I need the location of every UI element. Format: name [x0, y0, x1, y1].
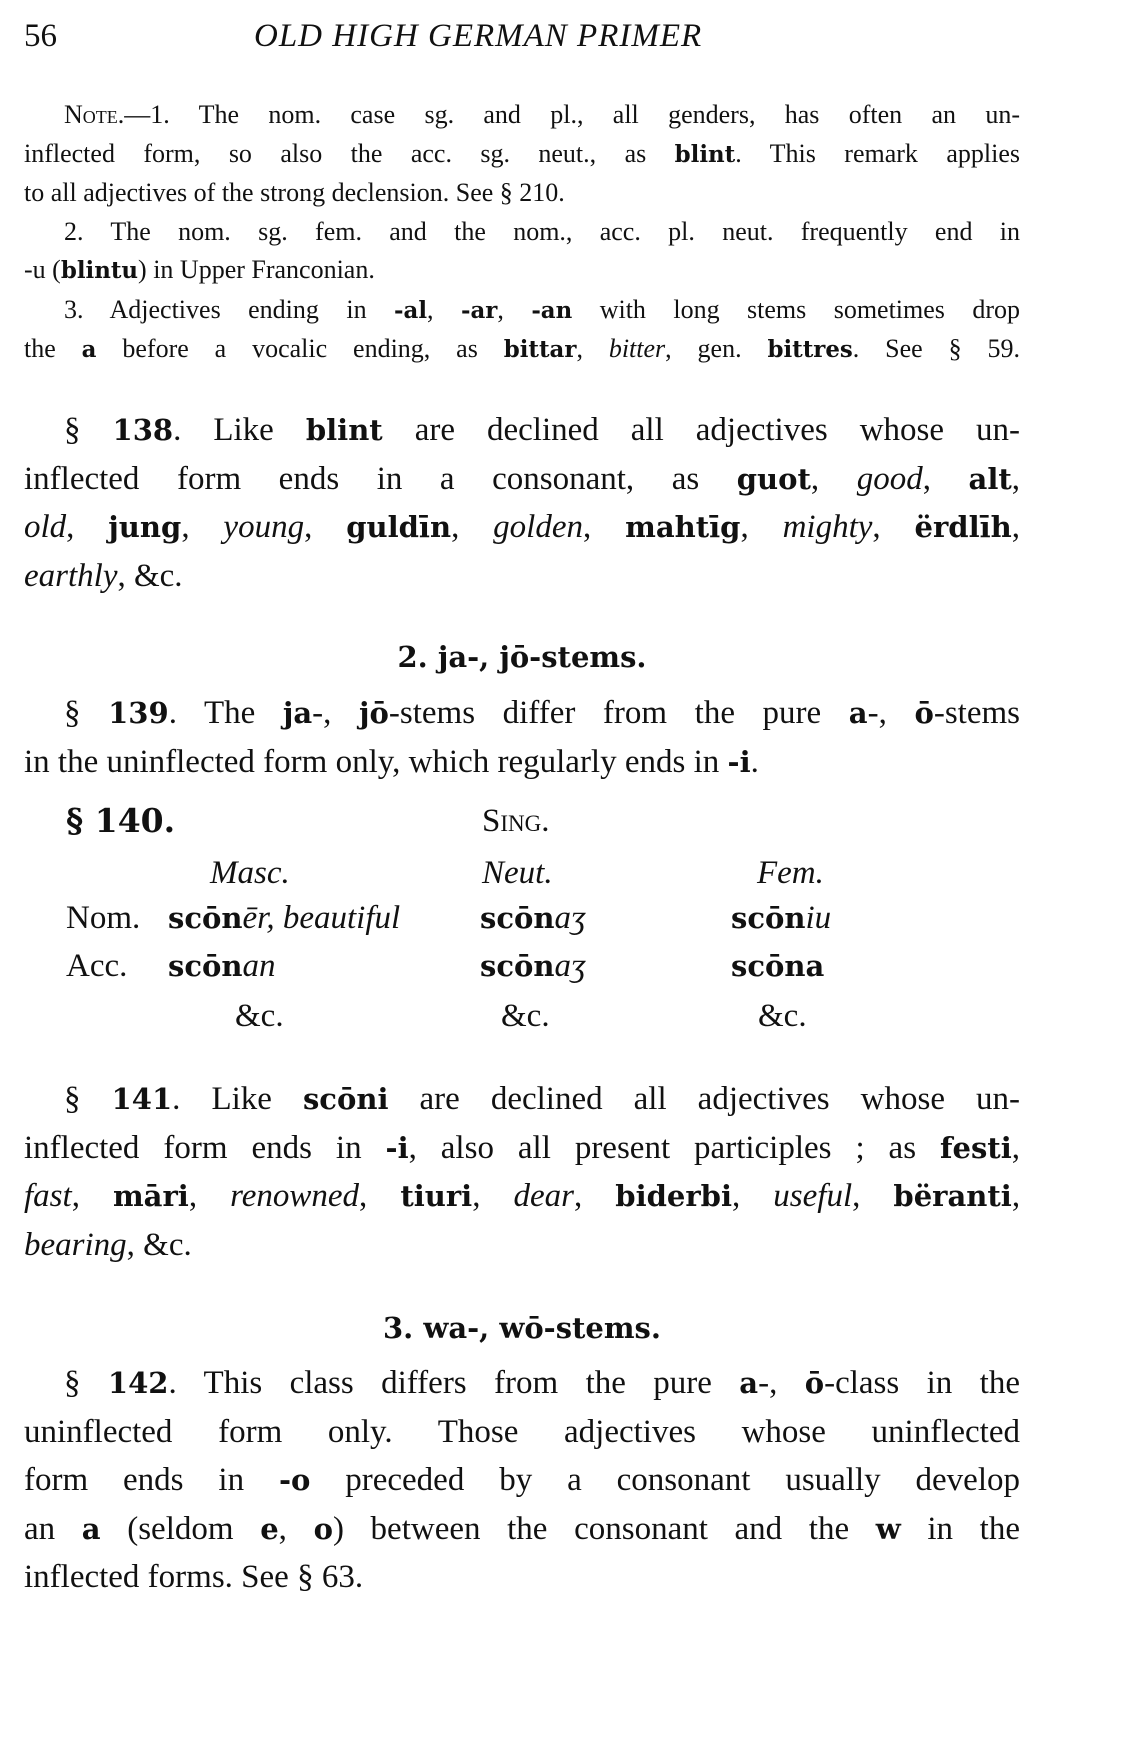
bold-term: ja	[282, 696, 313, 730]
text-line	[24, 291, 1020, 331]
text-run: .—1. The nom. case sg. and pl., all genders, has often an un-	[117, 100, 1020, 129]
text-run: ,	[573, 1178, 616, 1214]
text-run: -class in the	[824, 1365, 1020, 1401]
ending: an	[242, 948, 276, 984]
text-line	[24, 135, 1020, 175]
running-title: OLD HIGH GERMAN PRIMER	[254, 18, 703, 54]
bold-term: bittres	[767, 337, 853, 363]
section-142	[24, 1359, 1020, 1602]
text-run: 2. The nom. sg. fem. and the nom., acc. pl. neut. frequently end in	[64, 216, 1020, 246]
text-run: in the uninflected form only, which regularly ends in	[24, 743, 728, 780]
text-run: ,	[278, 1510, 314, 1547]
bold-term: -ar	[460, 297, 498, 324]
bold-term: ō	[914, 696, 934, 730]
text-run: inflected form ends in	[24, 1129, 386, 1166]
bold-term: guldīn	[346, 510, 452, 544]
italic-gloss: renowned	[230, 1178, 360, 1214]
bold-term: a	[81, 337, 97, 363]
bold-term: biderbi	[615, 1179, 732, 1213]
text-run: ,	[583, 509, 626, 545]
case-label: Acc.	[66, 948, 128, 984]
text-run: ,	[576, 334, 609, 363]
bold-term: w	[875, 1511, 901, 1546]
text-line	[24, 1553, 1020, 1602]
column-neut: Neut.	[482, 855, 553, 891]
bold-term: jō	[359, 696, 389, 730]
stem: scōn	[480, 949, 555, 983]
text-run: ,	[427, 294, 461, 324]
text-run: §	[64, 1081, 112, 1117]
text-line	[24, 738, 1020, 787]
italic-gloss: bitter	[608, 334, 666, 363]
text-line	[24, 406, 1020, 455]
text-run: ) between the consonant and the	[332, 1510, 876, 1547]
bold-term: māri	[112, 1179, 189, 1213]
text-line	[24, 552, 1020, 601]
text-run: ,	[497, 294, 532, 324]
italic-gloss: bearing	[24, 1226, 127, 1263]
text-run: -stems differ from the pure	[388, 695, 849, 731]
text-run: , also all present participles ; as	[408, 1129, 940, 1166]
bold-term: blint	[674, 141, 736, 168]
stem: scōna	[731, 949, 825, 983]
text-run: ,	[1011, 1178, 1021, 1214]
text-run: -,	[312, 695, 360, 731]
bold-term: -al	[394, 297, 428, 324]
text-run: . See § 59.	[852, 334, 1020, 363]
bold-term: ërdlīh	[914, 510, 1012, 544]
note-block	[24, 96, 1020, 370]
section-138	[24, 406, 1020, 600]
section-heading: 2. ja-, jō-stems.	[397, 640, 647, 674]
etc: &c.	[501, 998, 550, 1034]
italic-gloss: fast	[24, 1178, 72, 1214]
text-run: , gen.	[665, 334, 768, 363]
text-run: are declined all adjectives whose un-	[382, 412, 1020, 448]
text-run: ,	[451, 509, 494, 545]
bold-term: festi	[940, 1130, 1012, 1165]
text-run: before a vocalic ending, as	[96, 334, 504, 363]
gloss: , beautiful	[266, 900, 401, 936]
text-line	[24, 455, 1020, 504]
text-run: ,	[1011, 509, 1021, 545]
bold-term: a	[739, 1366, 759, 1400]
bold-term: -an	[531, 297, 573, 324]
bold-term: alt	[968, 461, 1012, 496]
etc: &c.	[758, 998, 807, 1034]
italic-gloss: young	[223, 509, 305, 545]
italic-gloss: old	[24, 509, 67, 545]
bold-term: 138	[112, 413, 174, 447]
text-run: the	[24, 334, 82, 363]
text-run: . Like	[172, 1081, 303, 1117]
bold-term: o	[313, 1511, 333, 1546]
ending: ēr	[242, 900, 267, 936]
text-run: . This remark applies	[735, 138, 1020, 168]
text-run: -,	[758, 1365, 805, 1401]
text-line	[24, 689, 1020, 738]
bold-term: -i	[727, 744, 751, 779]
text-line	[24, 503, 1020, 552]
bold-term: bittar	[503, 337, 577, 363]
text-run: an	[24, 1510, 82, 1547]
neut-form	[480, 946, 586, 986]
section-heading: 3. wa-, wō-stems.	[383, 1311, 661, 1345]
text-line	[24, 1456, 1020, 1505]
text-run: inflected form, so also the acc. sg. neut., as	[24, 138, 675, 168]
fem-form	[731, 946, 824, 986]
section-139	[24, 689, 1020, 786]
heading-wa-wo-stems	[24, 1304, 1020, 1353]
section-140-label: § 140.	[66, 801, 176, 840]
text-run: §	[64, 1365, 108, 1401]
case-label: Nom.	[66, 900, 141, 936]
bold-term: a	[848, 696, 868, 730]
italic-gloss: dear	[513, 1178, 574, 1214]
bold-term: jung	[108, 510, 182, 544]
text-run: ,	[852, 1178, 894, 1214]
text-run: . This class differs from the pure	[168, 1365, 740, 1401]
bold-term: 139	[108, 696, 169, 730]
text-run: -u (	[24, 255, 61, 284]
text-run: ,	[1011, 1129, 1020, 1166]
text-line	[24, 1075, 1020, 1124]
stem: scōn	[168, 901, 243, 935]
text-run: -,	[867, 695, 915, 731]
masc-form	[168, 946, 276, 986]
text-run: with long stems sometimes drop	[572, 294, 1021, 324]
section-141	[24, 1075, 1020, 1269]
fem-form	[731, 898, 831, 938]
text-run: ,	[922, 460, 969, 497]
text-run: to all adjectives of the strong declension. See § 210.	[24, 178, 565, 207]
bold-term: 141	[111, 1082, 173, 1116]
text-run: ,	[66, 509, 109, 545]
text-run: , &c.	[126, 1226, 192, 1263]
stem: scōn	[480, 901, 555, 935]
text-run: ,	[188, 1178, 231, 1214]
text-run: .	[750, 743, 759, 780]
text-line	[24, 330, 1020, 370]
text-run: inflected forms. See § 63.	[24, 1559, 364, 1595]
text-run: ,	[472, 1178, 514, 1214]
bold-term: mahtīg	[625, 510, 741, 544]
text-line	[24, 1505, 1020, 1554]
bold-term: ō	[804, 1366, 825, 1400]
text-line	[24, 1408, 1020, 1457]
text-run: 3. Adjectives ending in	[64, 294, 395, 324]
text-run: -stems	[933, 695, 1020, 731]
text-run: ,	[872, 509, 915, 545]
text-run: preceded by a consonant usually develop	[310, 1462, 1020, 1498]
column-masc: Masc.	[210, 855, 290, 891]
text-run: inflected form ends in a consonant, as	[24, 460, 737, 497]
bold-term: blint	[305, 413, 383, 447]
text-run: ,	[810, 460, 857, 497]
italic-gloss: useful	[773, 1178, 853, 1214]
italic-gloss: golden	[493, 509, 583, 545]
italic-gloss: good	[856, 460, 923, 497]
text-run: Note	[64, 100, 118, 129]
text-run: ,	[740, 509, 783, 545]
text-line	[24, 96, 1020, 135]
number-header: Sing.	[482, 803, 550, 839]
text-run: form ends in	[24, 1462, 279, 1498]
neut-form	[480, 898, 586, 938]
text-line	[24, 251, 1020, 291]
stem: scōn	[168, 949, 243, 983]
text-run: . The	[168, 695, 283, 731]
text-run: §	[64, 695, 109, 731]
text-line	[24, 1172, 1020, 1221]
bold-term: bëranti	[893, 1179, 1012, 1213]
ending: iu	[805, 900, 832, 936]
bold-term: 142	[107, 1366, 169, 1400]
ending: aʒ	[554, 948, 586, 984]
text-run: ,	[181, 509, 224, 545]
heading-ja-jo-stems	[24, 633, 1020, 682]
text-run: ,	[304, 509, 347, 545]
text-run: ,	[71, 1178, 113, 1214]
text-run: ,	[732, 1178, 774, 1214]
bold-term: scōni	[302, 1082, 389, 1116]
italic-gloss: mighty	[782, 509, 873, 545]
italic-gloss: earthly	[24, 557, 118, 594]
text-run: , &c.	[117, 557, 183, 594]
text-line	[24, 1124, 1020, 1173]
text-line	[24, 213, 1020, 252]
bold-term: e	[260, 1511, 279, 1546]
text-line	[24, 174, 1020, 213]
text-run: uninflected form only. Those adjectives whose uninflected	[24, 1413, 1020, 1450]
text-line	[24, 1221, 1020, 1270]
etc: &c.	[235, 998, 284, 1034]
stem: scōn	[731, 901, 806, 935]
bold-term: a	[81, 1511, 101, 1546]
text-run: in the	[900, 1510, 1020, 1547]
bold-term: tiuri	[400, 1179, 473, 1213]
text-line	[24, 1359, 1020, 1408]
column-fem: Fem.	[757, 855, 824, 891]
text-run: ) in Upper Franconian.	[138, 255, 375, 284]
text-run: . Like	[173, 412, 306, 448]
bold-term: -o	[278, 1463, 311, 1497]
text-run: (seldom	[100, 1510, 261, 1547]
text-run: are declined all adjectives whose un-	[388, 1081, 1020, 1117]
bold-term: guot	[736, 461, 811, 496]
page-number: 56	[24, 18, 57, 54]
text-run: §	[64, 412, 113, 448]
masc-form	[168, 898, 400, 938]
text-run: ,	[1011, 460, 1021, 497]
bold-term: -i	[385, 1130, 409, 1165]
text-run: ,	[359, 1178, 401, 1214]
bold-term: blintu	[60, 258, 139, 284]
ending: aʒ	[554, 900, 586, 936]
